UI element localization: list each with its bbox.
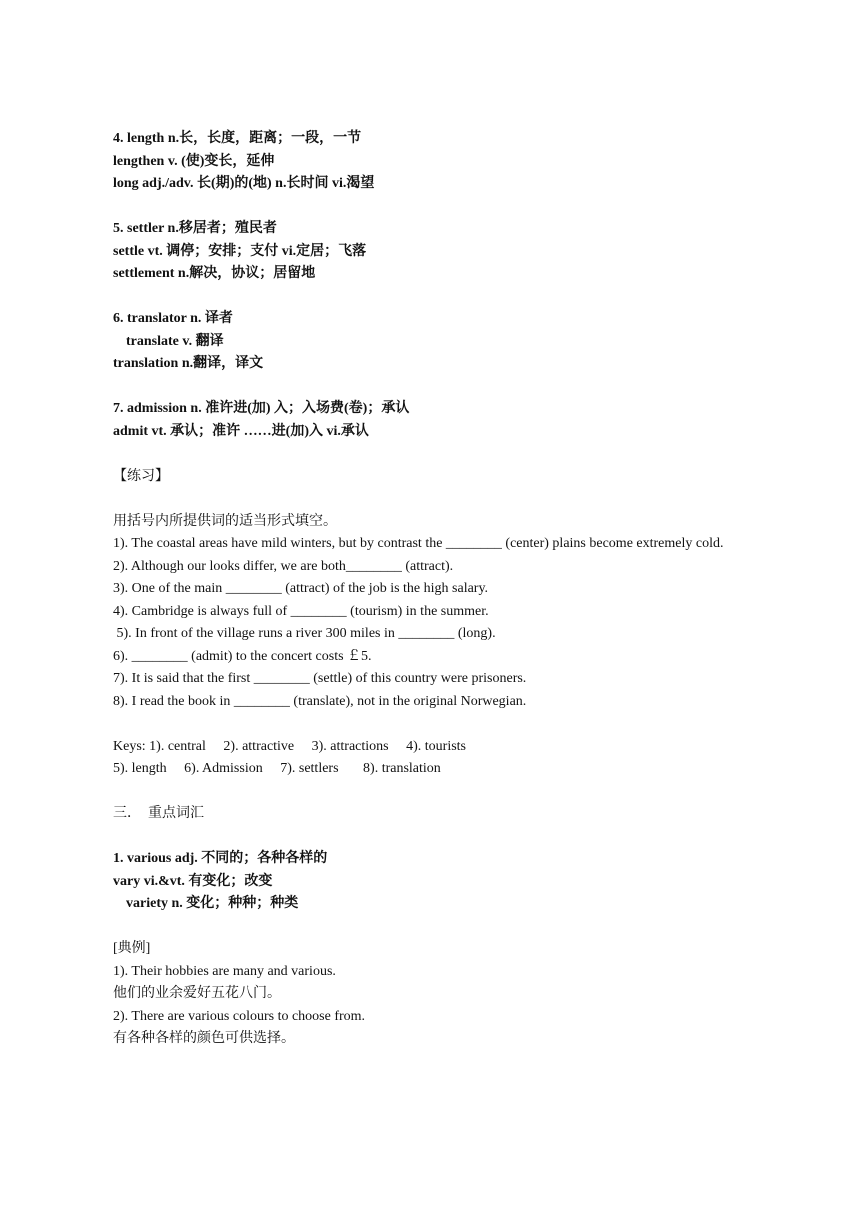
vocab-group-translator: [113, 308, 753, 376]
vocab-group-length: [113, 128, 753, 196]
vocab-derivative: settlement n.解决，协议；居留地: [113, 266, 316, 281]
exercise-item: 7). It is said that the first ________ (settle) of this country were prisoners.: [113, 671, 527, 686]
vocab-group-admission: [113, 398, 753, 443]
vocab-headword: 1. various adj. 不同的；各种各样的: [113, 851, 328, 866]
answer-key-line: Keys: 1). central 2). attractive 3). attractions 4). tourists: [113, 738, 467, 754]
exercise-instruction: 用括号内所提供词的适当形式填空。: [113, 513, 337, 529]
vocab-group-various: [113, 848, 753, 916]
exercise-item: 3). One of the main ________ (attract) of the job is the high salary.: [113, 581, 489, 596]
vocab-derivative: admit vt. 承认；准许 ……进(加)入 vi.承认: [113, 423, 369, 439]
vocab-derivative: lengthen v. (使)变长，延伸: [113, 153, 275, 169]
answer-key-line: 5). length 6). Admission 7). settlers 8). translation: [113, 761, 441, 776]
vocab-derivative: translation n.翻译，译文: [113, 356, 264, 371]
vocab-derivative: settle vt. 调停；安排；支付 vi.定居；飞落: [113, 243, 367, 259]
example-english: 1). Their hobbies are many and various.: [113, 963, 336, 979]
exercise-item: 2). Although our looks differ, we are both________ (attract).: [113, 558, 454, 574]
exercise-heading: 【练习】: [113, 468, 169, 484]
example-english: 2). There are various colours to choose from.: [113, 1008, 366, 1024]
exercise-item: 8). I read the book in ________ (translate), not in the original Norwegian.: [113, 693, 527, 709]
exercise-item: 4). Cambridge is always full of ________ (tourism) in the summer.: [113, 603, 489, 619]
example-chinese: 他们的业余爱好五花八门。: [113, 986, 281, 1001]
exercise-item: 1). The coastal areas have mild winters, but by contrast the ________ (center) plains become extremely cold.: [113, 536, 724, 551]
vocab-derivative: long adj./adv. 长(期)的(地) n.长时间 vi.渴望: [113, 176, 375, 191]
example-label: [典例]: [113, 941, 151, 956]
section-heading: 三． 重点词汇: [113, 806, 204, 821]
vocab-group-settler: [113, 218, 753, 286]
vocab-headword: 7. admission n. 准许进(加) 入；入场费(卷)；承认: [113, 401, 410, 416]
example-list: [113, 961, 753, 1051]
vocab-derivative: translate v. 翻译: [126, 333, 224, 349]
answer-keys: [113, 736, 753, 781]
document-content: [113, 128, 753, 1051]
exercise-item: 6). ________ (admit) to the concert costs ￡5.: [113, 648, 372, 664]
vocab-headword: 6. translator n. 译者: [113, 311, 233, 326]
exercise-item: 5). In front of the village runs a river 300 miles in ________ (long).: [113, 626, 496, 641]
vocab-headword: 4. length n.长，长度，距离；一段，一节: [113, 131, 362, 146]
vocab-headword: 5. settler n.移居者；殖民者: [113, 221, 277, 236]
example-chinese: 有各种各样的颜色可供选择。: [113, 1031, 295, 1046]
vocab-derivative: variety n. 变化；种种；种类: [126, 896, 299, 911]
vocab-derivative: vary vi.&vt. 有变化；改变: [113, 873, 273, 889]
exercise-list: [113, 533, 753, 713]
